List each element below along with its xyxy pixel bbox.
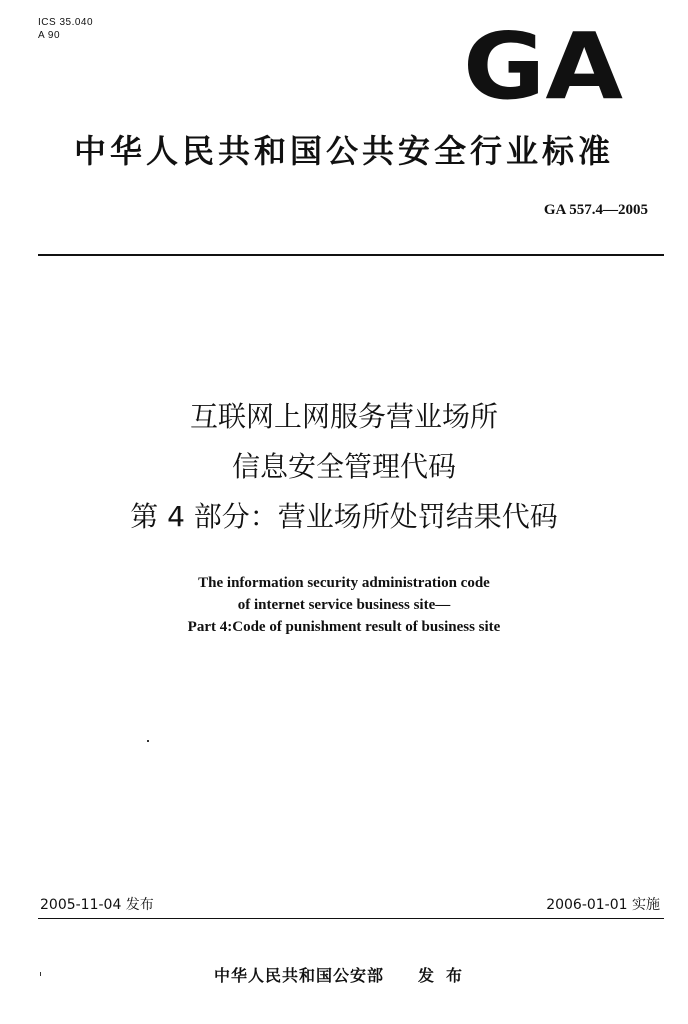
chinese-title-line-2: 信息安全管理代码 (231, 450, 456, 483)
chinese-title (0, 392, 688, 542)
header-divider (38, 254, 664, 256)
ga-logo-text: GA (463, 22, 623, 102)
issue-date: 2005-11-04 发布 (40, 897, 154, 913)
chinese-title-line-3: 第 4 部分：营业场所处罚结果代码 (130, 500, 558, 533)
scan-speck (147, 740, 149, 742)
footer-divider (38, 918, 664, 919)
scan-speck (40, 972, 41, 976)
publisher-line (0, 963, 688, 986)
publish-action: 发布 (418, 966, 475, 985)
classification-codes (38, 16, 93, 42)
ccs-code: A 90 (38, 30, 61, 41)
english-title-line-2: of internet service business site— (237, 597, 451, 613)
ics-code: ICS 35.040 (38, 17, 94, 28)
english-title-line-1: The information security administration code (198, 575, 490, 591)
standard-number: GA 557.4—2005 (543, 202, 648, 218)
english-title (0, 572, 688, 638)
implementation-date: 2006-01-01 实施 (546, 897, 660, 913)
organization-title: 中华人民共和国公共安全行业标准 (73, 132, 614, 170)
ga-logo (462, 22, 624, 102)
publisher-name: 中华人民共和国公安部 (213, 966, 384, 985)
english-title-line-3: Part 4:Code of punishment result of business site (187, 619, 501, 635)
chinese-title-line-1: 互联网上网服务营业场所 (189, 400, 498, 433)
